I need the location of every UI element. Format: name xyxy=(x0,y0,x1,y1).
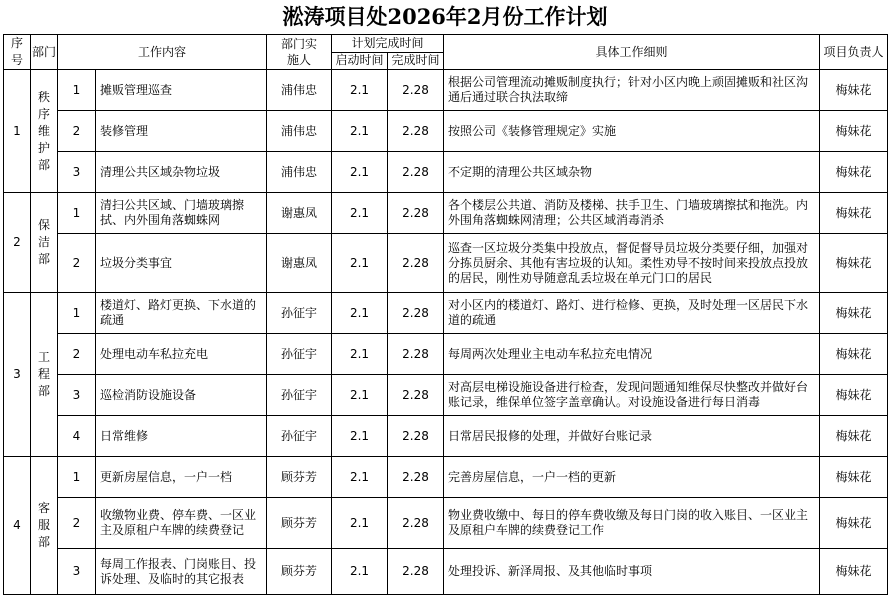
header-impl: 部门实施人 xyxy=(267,35,332,70)
row-content: 清扫公共区域、门墙玻璃擦拭、内外围角落蜘蛛网 xyxy=(96,193,267,234)
row-finish: 2.28 xyxy=(388,70,444,111)
header-start: 启动时间 xyxy=(332,52,388,70)
row-no: 2 xyxy=(58,498,96,549)
row-no: 1 xyxy=(58,457,96,498)
row-finish: 2.28 xyxy=(388,293,444,334)
row-owner: 梅妹花 xyxy=(820,416,888,457)
table-row xyxy=(4,549,888,595)
row-impl: 谢惠凤 xyxy=(267,234,332,293)
header-content: 工作内容 xyxy=(58,35,267,70)
table-row xyxy=(4,111,888,152)
row-owner: 梅妹花 xyxy=(820,457,888,498)
row-impl: 顾芬芳 xyxy=(267,457,332,498)
row-details: 按照公司《装修管理规定》实施 xyxy=(444,111,820,152)
group-seq: 3 xyxy=(4,293,31,457)
group-seq: 2 xyxy=(4,193,31,293)
page-title: 淞涛项目处2026年2月份工作计划 xyxy=(282,4,608,29)
header-owner: 项目负责人 xyxy=(820,35,888,70)
row-content: 处理电动车私拉充电 xyxy=(96,334,267,375)
row-details: 对高层电梯设施设备进行检查，发现问题通知维保尽快整改并做好台账记录，维保单位签字盖章确认。对设施设备进行每日消毒 xyxy=(444,375,820,416)
row-no: 3 xyxy=(58,549,96,595)
row-start: 2.1 xyxy=(332,457,388,498)
row-owner: 梅妹花 xyxy=(820,293,888,334)
work-plan-table xyxy=(3,34,888,595)
row-content: 更新房屋信息，一户一档 xyxy=(96,457,267,498)
group-dept: 客服部 xyxy=(31,457,58,595)
row-finish: 2.28 xyxy=(388,457,444,498)
row-no: 2 xyxy=(58,334,96,375)
group-seq: 4 xyxy=(4,457,31,595)
row-no: 3 xyxy=(58,152,96,193)
row-details: 物业费收缴中、每日的停车费收缴及每日门岗的收入账目、一区业主及原租户车牌的续费登记工作 xyxy=(444,498,820,549)
header-finish: 完成时间 xyxy=(388,52,444,70)
row-content: 装修管理 xyxy=(96,111,267,152)
row-no: 4 xyxy=(58,416,96,457)
row-no: 1 xyxy=(58,193,96,234)
row-details: 各个楼层公共道、消防及楼梯、扶手卫生、门墙玻璃擦拭和拖洗。内外围角落蜘蛛网清理；公共区域消毒消杀 xyxy=(444,193,820,234)
table-row xyxy=(4,416,888,457)
table-row xyxy=(4,70,888,111)
row-finish: 2.28 xyxy=(388,375,444,416)
header-details: 具体工作细则 xyxy=(444,35,820,70)
row-finish: 2.28 xyxy=(388,416,444,457)
row-start: 2.1 xyxy=(332,193,388,234)
row-start: 2.1 xyxy=(332,375,388,416)
row-details: 根据公司管理流动摊贩制度执行；针对小区内晚上顽固摊贩和社区沟通后通过联合执法取缔 xyxy=(444,70,820,111)
row-owner: 梅妹花 xyxy=(820,375,888,416)
row-owner: 梅妹花 xyxy=(820,334,888,375)
row-content: 楼道灯、路灯更换、下水道的疏通 xyxy=(96,293,267,334)
header-dept: 部门 xyxy=(31,35,58,70)
row-details: 不定期的清理公共区域杂物 xyxy=(444,152,820,193)
row-details: 完善房屋信息，一户一档的更新 xyxy=(444,457,820,498)
row-owner: 梅妹花 xyxy=(820,152,888,193)
row-impl: 顾芬芳 xyxy=(267,549,332,595)
row-owner: 梅妹花 xyxy=(820,111,888,152)
row-finish: 2.28 xyxy=(388,152,444,193)
row-impl: 浦伟忠 xyxy=(267,152,332,193)
row-impl: 孙征宇 xyxy=(267,416,332,457)
row-start: 2.1 xyxy=(332,416,388,457)
table-row xyxy=(4,457,888,498)
header-seq: 序号 xyxy=(4,35,31,70)
row-finish: 2.28 xyxy=(388,193,444,234)
row-no: 1 xyxy=(58,293,96,334)
row-start: 2.1 xyxy=(332,498,388,549)
table-row xyxy=(4,152,888,193)
row-details: 日常居民报修的处理，并做好台账记录 xyxy=(444,416,820,457)
row-owner: 梅妹花 xyxy=(820,234,888,293)
row-content: 垃圾分类事宜 xyxy=(96,234,267,293)
table-row xyxy=(4,334,888,375)
row-owner: 梅妹花 xyxy=(820,193,888,234)
row-impl: 浦伟忠 xyxy=(267,70,332,111)
row-details: 巡查一区垃圾分类集中投放点，督促督导员垃圾分类要仔细，加强对分拣员厨余、其他有害垃圾的认知。柔性劝导不按时间来投放点投放的居民，刚性劝导随意乱丢垃圾在单元门口的居民 xyxy=(444,234,820,293)
row-owner: 梅妹花 xyxy=(820,549,888,595)
row-no: 1 xyxy=(58,70,96,111)
row-content: 日常维修 xyxy=(96,416,267,457)
row-finish: 2.28 xyxy=(388,334,444,375)
row-impl: 顾芬芳 xyxy=(267,498,332,549)
row-owner: 梅妹花 xyxy=(820,70,888,111)
row-no: 3 xyxy=(58,375,96,416)
group-dept: 秩序维护部 xyxy=(31,70,58,193)
row-content: 巡检消防设施设备 xyxy=(96,375,267,416)
row-content: 收缴物业费、停车费、一区业主及原租户车牌的续费登记 xyxy=(96,498,267,549)
group-dept: 保洁部 xyxy=(31,193,58,293)
row-no: 2 xyxy=(58,111,96,152)
row-details: 每周两次处理业主电动车私拉充电情况 xyxy=(444,334,820,375)
row-no: 2 xyxy=(58,234,96,293)
row-start: 2.1 xyxy=(332,234,388,293)
row-owner: 梅妹花 xyxy=(820,498,888,549)
row-impl: 浦伟忠 xyxy=(267,111,332,152)
table-row xyxy=(4,375,888,416)
row-start: 2.1 xyxy=(332,152,388,193)
row-impl: 孙征宇 xyxy=(267,334,332,375)
group-dept: 工程部 xyxy=(31,293,58,457)
row-details: 对小区内的楼道灯、路灯、进行检修、更换，及时处理一区居民下水道的疏通 xyxy=(444,293,820,334)
header-planned-time: 计划完成时间 xyxy=(332,35,444,53)
row-finish: 2.28 xyxy=(388,498,444,549)
row-finish: 2.28 xyxy=(388,234,444,293)
table-row xyxy=(4,234,888,293)
row-content: 摊贩管理巡查 xyxy=(96,70,267,111)
row-start: 2.1 xyxy=(332,293,388,334)
row-start: 2.1 xyxy=(332,549,388,595)
group-seq: 1 xyxy=(4,70,31,193)
row-impl: 谢惠凤 xyxy=(267,193,332,234)
row-details: 处理投诉、新泽周报、及其他临时事项 xyxy=(444,549,820,595)
row-start: 2.1 xyxy=(332,70,388,111)
row-finish: 2.28 xyxy=(388,111,444,152)
row-content: 每周工作报表、门岗账目、投诉处理、及临时的其它报表 xyxy=(96,549,267,595)
table-row xyxy=(4,193,888,234)
row-impl: 孙征宇 xyxy=(267,375,332,416)
row-content: 清理公共区域杂物垃圾 xyxy=(96,152,267,193)
row-finish: 2.28 xyxy=(388,549,444,595)
row-start: 2.1 xyxy=(332,111,388,152)
table-row xyxy=(4,293,888,334)
row-impl: 孙征宇 xyxy=(267,293,332,334)
table-row xyxy=(4,498,888,549)
row-start: 2.1 xyxy=(332,334,388,375)
